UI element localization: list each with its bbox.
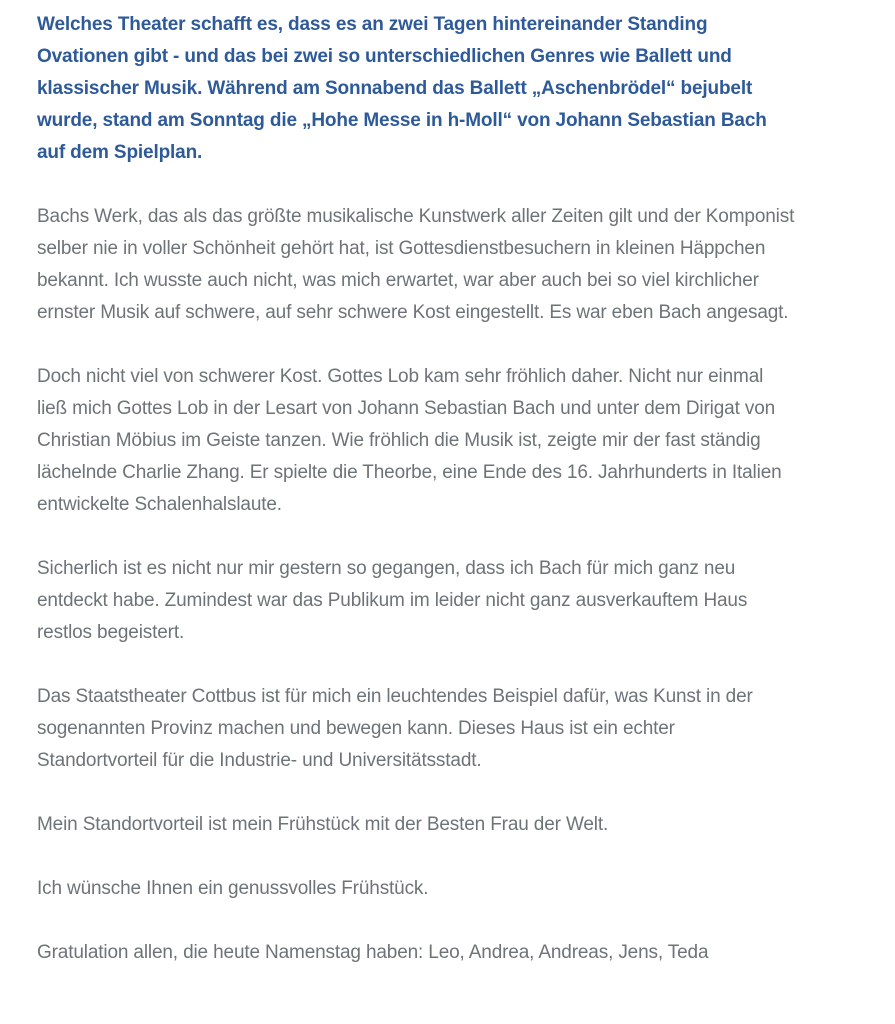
lead-paragraph: Welches Theater schafft es, dass es an zwei Tagen hintereinander Standing Ovationen gibt - und das bei zwei so unterschiedlichen Genres wie Ballett und klassischer Musik. Während am Sonnabend das Ballett „Aschenbrödel“ bejubelt wurde, stand am Sonntag die „Hohe Messe in h-Moll“ von Johann Sebastian Bach auf dem Spielplan.: [37, 14, 767, 163]
body-paragraph: Sicherlich ist es nicht nur mir gestern so gegangen, dass ich Bach für mich ganz neu entdeckt habe. Zumindest war das Publikum im leider nicht ganz ausverkauftem Haus restlos begeistert.: [37, 558, 748, 643]
body-paragraph: Bachs Werk, das als das größte musikalische Kunstwerk aller Zeiten gilt und der Komponist selber nie in voller Schönheit gehört hat, ist Gottesdienstbesuchern in kleinen Häppchen bekannt. Ich wusste auch nicht, was mich erwartet, war aber auch bei so viel kirchlicher ernster Musik auf schwere, auf sehr schwere Kost eingestellt. Es war eben Bach angesagt.: [37, 206, 795, 323]
body-paragraph: Doch nicht viel von schwerer Kost. Gottes Lob kam sehr fröhlich daher. Nicht nur einmal ließ mich Gottes Lob in der Lesart von Johann Sebastian Bach und unter dem Dirigat von Christian Möbius im Geiste tanzen. Wie fröhlich die Musik ist, zeigte mir der fast ständig lächelnde Charlie Zhang. Er spielte die Theorbe, eine Ende des 16. Jahrhunderts in Italien entwickelte Schalenhalslaute.: [37, 366, 782, 515]
body-paragraph: Das Staatstheater Cottbus ist für mich ein leuchtendes Beispiel dafür, was Kunst in der sogenannten Provinz machen und bewegen kann. Dieses Haus ist ein echter Standortvorteil für die Industrie- und Universitätsstadt.: [37, 686, 753, 771]
body-paragraph: Mein Standortvorteil ist mein Frühstück mit der Besten Frau der Welt.: [37, 814, 609, 835]
body-paragraph: Ich wünsche Ihnen ein genussvolles Frühstück.: [37, 878, 429, 899]
body-paragraph: Gratulation allen, die heute Namenstag haben: Leo, Andrea, Andreas, Jens, Teda: [37, 942, 709, 963]
